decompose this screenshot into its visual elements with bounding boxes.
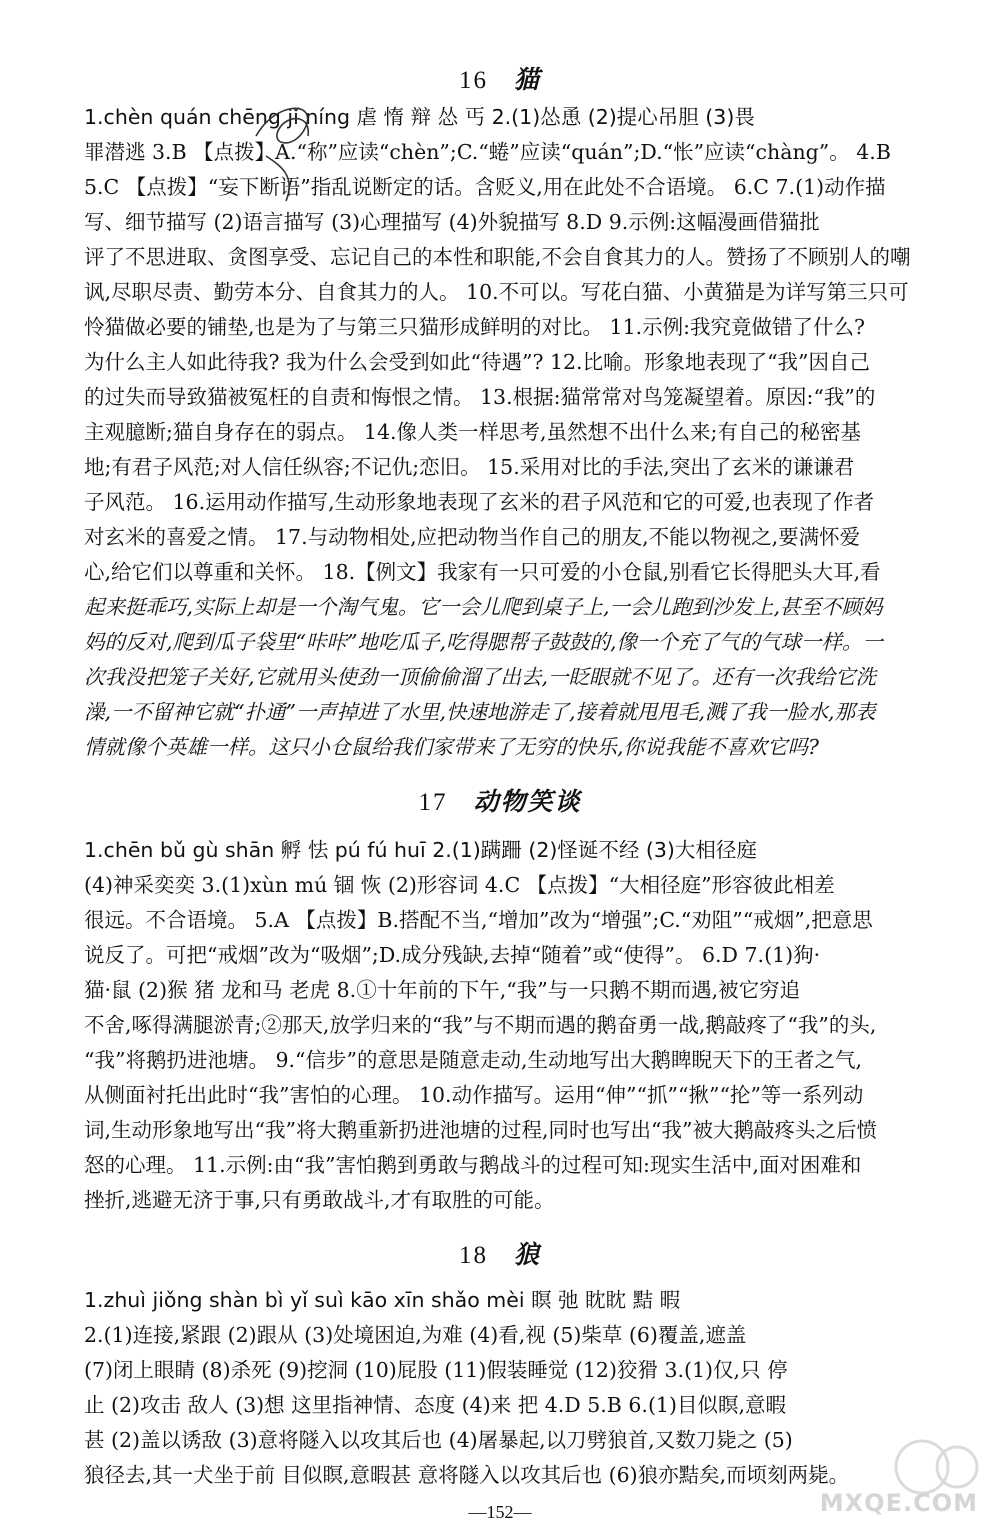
text-line: 主观臆断;猫自身存在的弱点。 14.像人类一样思考,虽然想不出什么来;有自己的秘密基 [84, 420, 861, 444]
section-title-18: 18 狼 [458, 1240, 541, 1269]
text-line: 讽,尽职尽责、勤劳本分、自食其力的人。 10.不可以。写花白猫、小黄猫是为详写第三只可 [84, 280, 909, 304]
pen-scribble-mark [236, 96, 366, 226]
text-line: 地;有君子风范;对人信任纵容;不记仇;恋旧。 15.采用对比的手法,突出了玄米的谦谦君 [84, 455, 855, 479]
text-line: (4)神采奕奕 3.(1)xùn mú 锢 恢 (2)形容词 4.C 【点拨】“大相径庭”形容彼此相差 [84, 873, 835, 897]
text-line: 从侧面衬托出此时“我”害怕的心理。 10.动作描写。运用“伸”“抓”“揪”“抡”等一系列动 [84, 1083, 864, 1107]
essay-line: 澡,一不留神它就“扑通”一声掉进了水里,快速地游走了,接着就甩甩毛,溅了我一脸水,那表 [84, 700, 876, 724]
section-title-17: 17 动物笑谈 [418, 787, 582, 816]
text-line: 词,生动形象地写出“我”将大鹅重新扔进池塘的过程,同时也写出“我”被大鹅敲疼头之后愤 [84, 1118, 877, 1142]
text-line: 为什么主人如此待我? 我为什么会受到如此“待遇”? 12.比喻。形象地表现了“我”因自己 [84, 350, 871, 374]
text-line: 子风范。 16.运用动作描写,生动形象地表现了玄米的君子风范和它的可爱,也表现了作者 [84, 490, 875, 514]
essay-line: 次我没把笼子关好,它就用头使劲一顶偷偷溜了出去,一眨眼就不见了。还有一次我给它洗 [84, 665, 877, 689]
essay-line: 妈的反对,爬到瓜子袋里“咔咔”地吃瓜子,吃得腮帮子鼓鼓的,像一个充了气的气球一样。一 [84, 630, 884, 654]
text-line: 不舍,啄得满腿淤青;②那天,放学归来的“我”与不期而遇的鹅奋勇一战,鹅敲疼了“我”的头, [84, 1013, 877, 1037]
watermark-text: MXQE.COM [819, 1489, 978, 1517]
text-line: 5.C 【点拨】“妄下断语”指乱说断定的话。含贬义,用在此处不合语境。 6.C 7.(1)动作描 [84, 175, 886, 199]
text-line: 甚 (2)盖以诱敌 (3)意将隧入以攻其后也 (4)屠暴起,以刀劈狼首,又数刀毙之 (5) [84, 1428, 793, 1452]
text-line: 对玄米的喜爱之情。 17.与动物相处,应把动物当作自己的朋友,不能以物视之,要满怀爱 [84, 525, 861, 549]
page-number: —152— [468, 1502, 532, 1522]
text-line: 2.(1)连接,紧跟 (2)跟从 (3)处境困迫,为难 (4)看,视 (5)柴草 (6)覆盖,遮盖 [84, 1323, 747, 1347]
site-watermark-logo [812, 1437, 982, 1519]
essay-line: 起来挺乖巧,实际上却是一个淘气鬼。它一会儿爬到桌子上,一会儿跑到沙发上,甚至不顾妈 [84, 595, 883, 619]
text-line: 心,给它们以尊重和关怀。 18.【例文】我家有一只可爱的小仓鼠,别看它长得肥头大耳,看 [84, 560, 881, 584]
text-line: 很远。不合语境。 5.A 【点拨】B.搭配不当,“增加”改为“增强”;C.“劝阻”“戒烟”,把意思 [84, 908, 873, 932]
text-line: 1.chēn bǔ gù shān 孵 怯 pú fú huī 2.(1)蹒跚 (2)怪诞不经 (3)大相径庭 [84, 838, 757, 862]
text-line: 怒的心理。 11.示例:由“我”害怕鹅到勇敢与鹅战斗的过程可知:现实生活中,面对困难和 [84, 1153, 862, 1177]
text-line: 的过失而导致猫被冤枉的自责和悔恨之情。 13.根据:猫常常对鸟笼凝望着。原因:“我”的 [84, 385, 876, 409]
text-line: 写、细节描写 (2)语言描写 (3)心理描写 (4)外貌描写 8.D 9.示例:这幅漫画借猫批 [84, 210, 820, 234]
text-line: “我”将鹅扔进池塘。 9.“信步”的意思是随意走动,生动地写出大鹅睥睨天下的王者之气, [84, 1048, 863, 1072]
text-line: 1.chèn quán chēng jǐ níng 虐 惰 辩 怂 丐 2.(1)怂恿 (2)提心吊胆 (3)畏 [84, 105, 755, 129]
essay-line: 情就像个英雄一样。这只小仓鼠给我们家带来了无穷的快乐,你说我能不喜欢它吗? [84, 735, 820, 759]
text-line: 1.zhuì jiǒng shàn bì yǐ suì kāo xīn shǎo mèi 瞑 弛 眈眈 黠 暇 [84, 1288, 681, 1312]
text-line: 止 (2)攻击 敌人 (3)想 这里指神情、态度 (4)来 把 4.D 5.B 6.(1)目似瞑,意暇 [84, 1393, 786, 1417]
text-line: 挫折,逃避无济于事,只有勇敢战斗,才有取胜的可能。 [84, 1188, 555, 1212]
text-line: (7)闭上眼睛 (8)杀死 (9)挖洞 (10)屁股 (11)假装睡觉 (12)狡猾 3.(1)仅,只 停 [84, 1358, 788, 1382]
text-line: 狼径去,其一犬坐于前 目似瞑,意暇甚 意将隧入以攻其后也 (6)狼亦黠矣,而顷刻两毙。 [84, 1463, 850, 1487]
text-line: 罪潜逃 3.B 【点拨】A.“称”应读“chèn”;C.“蜷”应读“quán”;D.“怅”应读“chàng”。 4.B [84, 140, 891, 164]
text-line: 猫·鼠 (2)猴 猪 龙和马 老虎 8.①十年前的下午,“我”与一只鹅不期而遇,被它穷追 [84, 978, 801, 1002]
section-title-16: 16 猫 [458, 65, 541, 94]
text-line: 评了不思进取、贪图享受、忘记自己的本性和职能,不会自食其力的人。赞扬了不顾别人的嘲 [84, 245, 911, 269]
text-line: 说反了。可把“戒烟”改为“吸烟”;D.成分残缺,去掉“随着”或“使得”。 6.D 7.(1)狗· [84, 943, 821, 967]
text-line: 怜猫做必要的铺垫,也是为了与第三只猫形成鲜明的对比。 11.示例:我究竟做错了什么? [84, 315, 866, 339]
